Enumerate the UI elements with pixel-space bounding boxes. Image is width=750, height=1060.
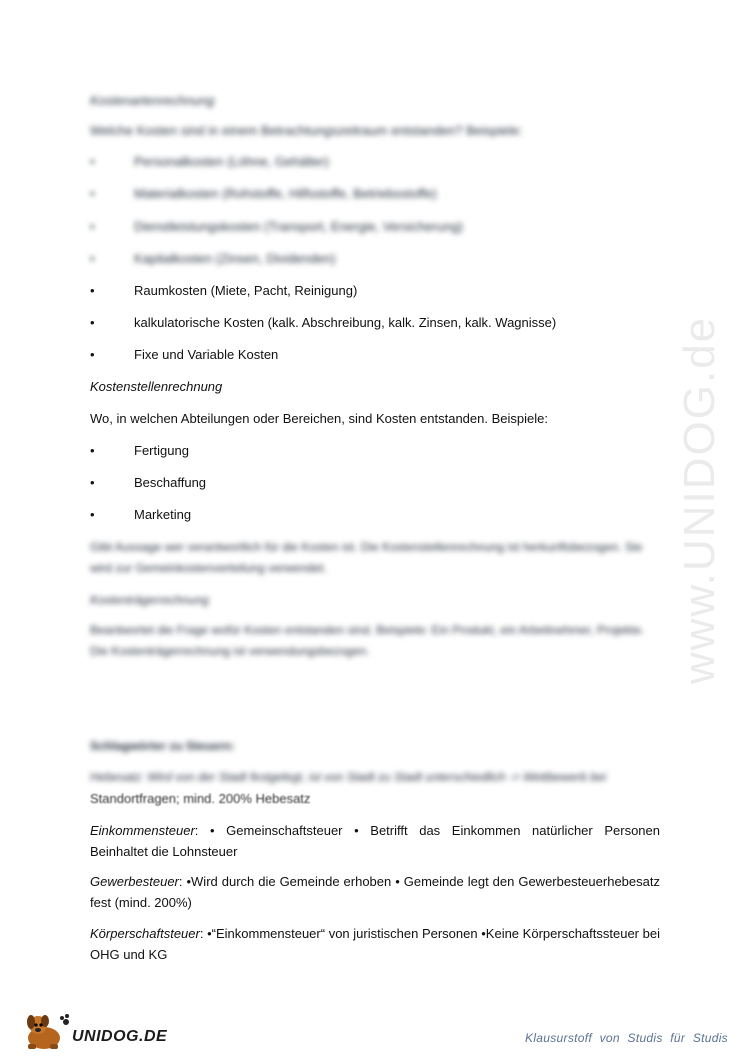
koerperschaftsteuer-line1: Körperschaftsteuer: •“Einkommensteuer“ von juristischen Personen •Keine Körperschaftssteuer bei	[90, 926, 660, 941]
logo-text: UNIDOG.DE	[72, 1028, 168, 1045]
kostenarten-question: Welche Kosten sind in einem Betrachtungszeitraum entstanden? Beispiele:	[90, 123, 523, 138]
gewerbesteuer-line1: Gewerbesteuer: •Wird durch die Gemeinde erhoben • Gemeinde legt den Gewerbesteuerhebesatz	[90, 874, 660, 889]
kostenstellen-question: Wo, in welchen Abteilungen oder Bereichen, sind Kosten entstanden. Beispiele:	[90, 411, 548, 426]
list-item: • Beschaffung	[90, 475, 207, 490]
list-item: • Marketing	[90, 507, 192, 522]
list-item: • Fixe und Variable Kosten	[90, 347, 279, 362]
footer-tagline: Klausurstoff von Studis für Studis	[525, 1031, 728, 1045]
list-item: • Raumkosten (Miete, Pacht, Reinigung)	[90, 283, 358, 298]
heading-kostentraeger: Kostenträgerrechnung	[90, 593, 209, 607]
list-item: • Kapitalkosten (Zinsen, Dividenden)	[90, 251, 336, 266]
list-item: • kalkulatorische Kosten (kalk. Abschreibung, kalk. Zinsen, kalk. Wagnisse)	[90, 315, 557, 330]
dog-icon	[22, 1010, 72, 1052]
list-item: • Personalkosten (Löhne, Gehälter)	[90, 154, 330, 169]
kostentraeger-text: Beantwortet die Frage wofür Kosten entstanden sind. Beispiele: Ein Produkt, ein Arbeitnehmer, Projekte. Die Kostenträgerrechnung ist verwendungsbezogen.	[90, 623, 645, 658]
gewerbesteuer-term: Gewerbesteuer	[90, 874, 179, 889]
watermark: www.UNIDOG.de	[675, 315, 725, 685]
einkommensteuer-term: Einkommensteuer	[90, 823, 195, 838]
einkommensteuer-line2: Beinhaltet die Lohnsteuer	[90, 844, 238, 859]
koerperschaftsteuer-line2: OHG und KG	[90, 947, 168, 962]
koerperschaftsteuer-term: Körperschaftsteuer	[90, 926, 200, 941]
kostenstellen-note: Gibt Aussage wer verantwortlich für die Kosten ist. Die Kostenstellenrechnung ist herkunftsbezogen. Sie wird zur Gemeinkostenverteilung verwendet.	[90, 540, 643, 575]
hebesatz-line1: Hebesatz: Wird von der Stadt festgelegt, ist von Stadt zu Stadt unterschiedlich -> Wettbewerb bei	[90, 770, 607, 784]
list-item: • Fertigung	[90, 443, 189, 458]
hebesatz-line2: Standortfragen; mind. 200% Hebesatz	[90, 791, 311, 806]
list-item: • Materialkosten (Rohstoffe, Hilfsstoffe, Betriebsstoffe)	[90, 186, 437, 201]
heading-kostenstellen: Kostenstellenrechnung	[90, 379, 223, 394]
list-item: • Dienstleistungskosten (Transport, Energie, Versicherung)	[90, 219, 464, 234]
gewerbesteuer-line2: fest (mind. 200%)	[90, 895, 192, 910]
heading-kostenarten: Kostenartenrechnung	[90, 93, 215, 108]
unidog-logo	[22, 1010, 168, 1052]
einkommensteuer-line1: Einkommensteuer: • Gemeinschaftsteuer • Betrifft das Einkommen natürlicher Personen	[90, 823, 660, 838]
heading-steuern: Schlagwörter zu Steuern:	[90, 739, 235, 753]
